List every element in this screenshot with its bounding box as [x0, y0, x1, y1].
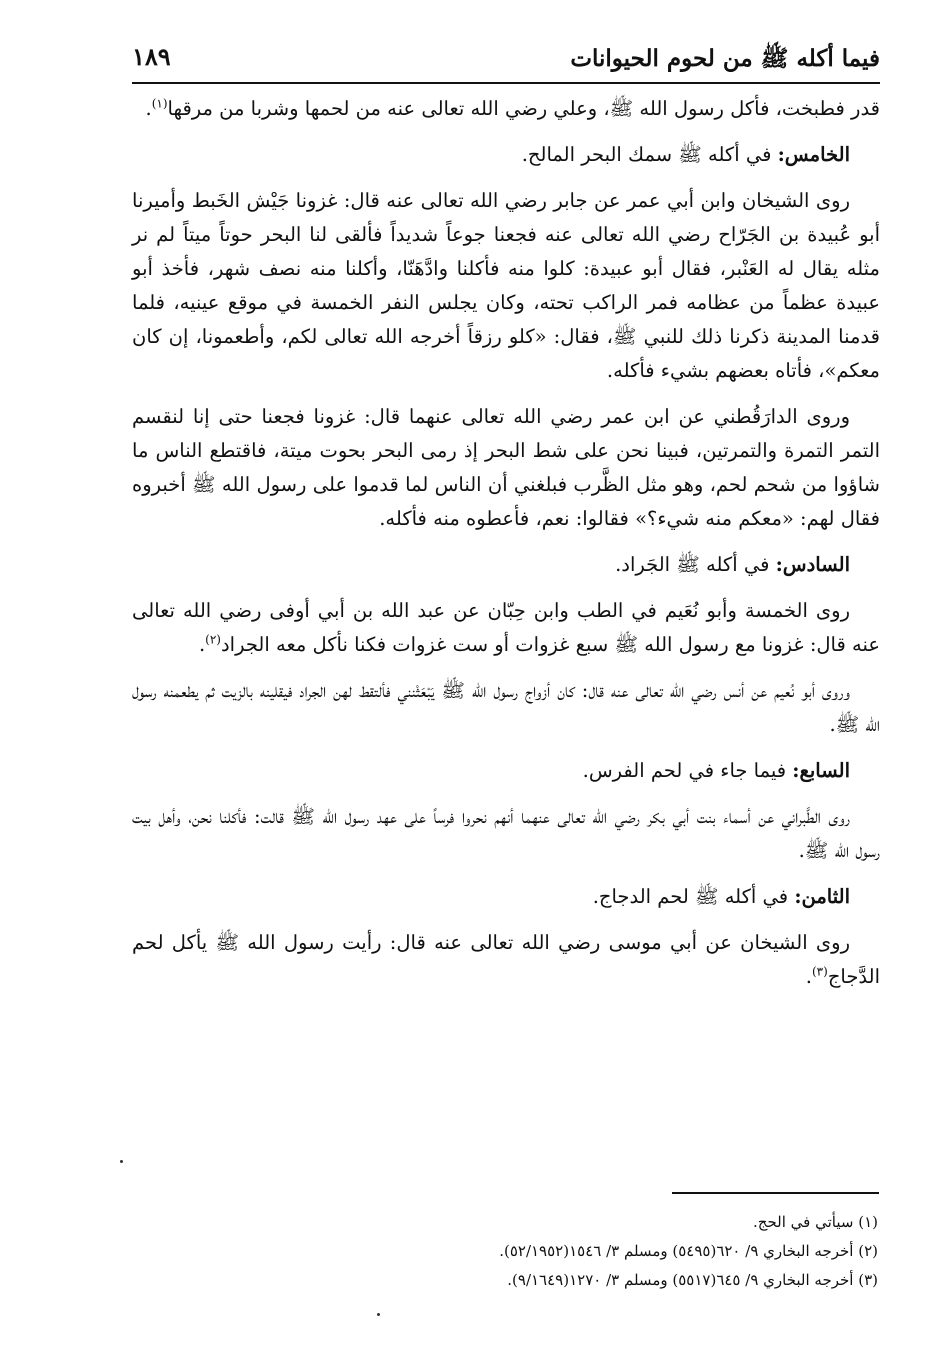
paragraph [132, 184, 880, 388]
footnote: (٣) أخرجه البخاري ٩/ ٦٤٥(٥٥١٧) ومسلم ٣/ ١٢٧٠(٩/١٦٤٩). [507, 1271, 878, 1289]
paragraph [132, 594, 880, 662]
paragraph [132, 400, 880, 536]
section-heading-text: في أكله ﷺ الجَراد. [615, 553, 776, 576]
paragraph-text: روى الخمسة وأبو نُعَيم في الطب وابن حِبّان عن عبد الله بن أبي أوفى رضي الله تعالى عنه قال: غزونا مع رسول الله ﷺ سبع غزوات أو ست غزوات فكنا نأكل معه الجراد [132, 599, 880, 656]
paragraph [132, 674, 880, 742]
section-heading-line [132, 138, 880, 172]
footnotes [300, 1208, 878, 1295]
footnote: (٢) أخرجه البخاري ٩/ ٦٢٠(٥٤٩٥) ومسلم ٣/ ١٥٤٦(٥٢/١٩٥٢). [499, 1242, 878, 1260]
section-heading-text: فيما جاء في لحم الفرس. [582, 759, 793, 782]
scan-speck [377, 1313, 380, 1316]
paragraph [132, 926, 880, 994]
section-heading-line [132, 754, 880, 788]
footnote-marker: (٢) [205, 632, 221, 647]
section-heading: السادس: [775, 553, 850, 576]
paragraph-text: وروى أبو نُعيم عن أنس رضي الله تعالى عنه قال: كان أزواج رسول الله ﷺ يَبْعَثْنني فألتقط لهن الجراد فيقلينه بالزيت ثم يطعمنه رسول الله ﷺ. [132, 679, 880, 736]
paragraph-text: روى الشيخان عن أبي موسى رضي الله تعالى عنه قال: رأيت رسول الله ﷺ يأكل لحم الدَّجاج [132, 931, 880, 988]
section-heading-text: في أكله ﷺ لحم الدجاج. [592, 885, 795, 908]
section-heading: الثامن: [794, 885, 850, 908]
footnote-marker: (٣) [811, 964, 828, 979]
paragraph-text: قدر فطبخت، فأكل رسول الله ﷺ، وعلي رضي الله تعالى عنه من لحمها وشربا من مرقها [167, 97, 880, 120]
page-header [132, 38, 880, 84]
paragraph-tail: . [805, 965, 812, 988]
paragraph-text: وروى الدارَقُطني عن ابن عمر رضي الله تعالى عنهما قال: غزونا فجعنا حتى إنا لنقسم التمر التمرة والتمرتين، فبينا نحن على شط البحر إذ رمى البحر بحوت ميتة، فاقتطع الناس ما شاؤوا من شحم لحم، وهو مثل الظَّرب فبلغني أن الناس لما قدموا على رسول الله ﷺ أخبروه فقال لهم: «معكم منه شيء؟» فقالوا: نعم، فأعطوه منه فأكله. [132, 405, 880, 530]
page-number: ١٨٩ [132, 42, 171, 71]
footnote-separator [672, 1192, 879, 1194]
section-heading-line [132, 880, 880, 914]
paragraph [132, 92, 880, 126]
paragraph-text: روى الطَّبراني عن أسماء بنت أبي بكر رضي الله تعالى عنهما أنهم نحروا فرساً على عهد رسول الله ﷺ قالت: فأكلنا نحن، وأهل بيت رسول الله ﷺ. [132, 805, 880, 862]
paragraph-tail: . [198, 633, 206, 656]
paragraph [132, 800, 880, 868]
footnote-marker: (١) [151, 96, 168, 111]
scan-speck [120, 1160, 123, 1163]
running-title: فيما أكله ﷺ من لحوم الحيوانات [570, 45, 880, 72]
main-text [132, 92, 880, 1006]
section-heading-text: في أكله ﷺ سمك البحر المالح. [521, 143, 778, 166]
section-heading: السابع: [792, 759, 850, 782]
section-heading-line [132, 548, 880, 582]
footnote: (١) سيأتي في الحج. [753, 1213, 878, 1231]
paragraph-tail: . [145, 97, 152, 120]
paragraph-text: روى الشيخان وابن أبي عمر عن جابر رضي الله تعالى عنه قال: غزونا جَيْش الخَبط وأميرنا أبو عُبيدة بن الجَرّاح رضي الله تعالى عنه فجعنا جوعاً شديداً فألقى لنا البحر حوتاً ميتاً لم نر مثله يقال له العَنْبر، فقال أبو عبيدة: كلوا منه فأكلنا وادَّهَنّا، وأكلنا منه نصف شهر، فأخذ أبو عبيدة عظماً من عظامه فمر الراكب تحته، وكان يجلس النفر الخمسة في موقع عينيه، فلما قدمنا المدينة ذكرنا ذلك للنبي ﷺ، فقال: «كلو رزقاً أخرجه الله تعالى لكم، وأطعمونا، إن كان معكم»، فأتاه بعضهم بشيء فأكله. [132, 189, 880, 382]
section-heading: الخامس: [777, 143, 850, 166]
